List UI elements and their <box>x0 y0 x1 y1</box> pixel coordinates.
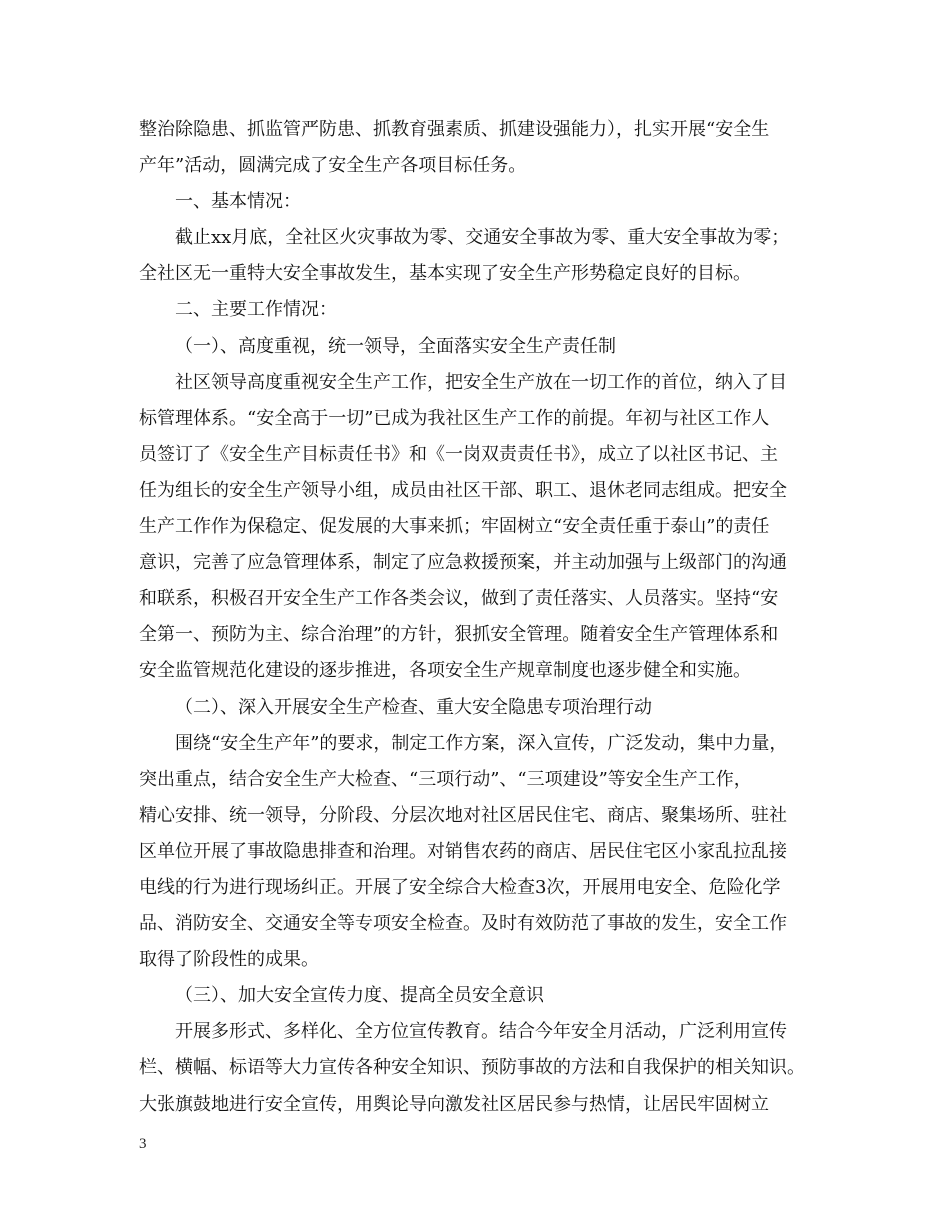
section-heading-basic: 一、基本情况： <box>175 191 301 213</box>
body-line: 精心安排、统一领导，分阶段、分层次地对社区居民住宅、商店、聚集场所、驻社 <box>139 804 787 826</box>
body-line: 任为组长的安全生产领导小组，成员由社区干部、职工、退休老同志组成。把安全 <box>139 479 787 501</box>
document-body <box>139 112 823 1123</box>
subheading-3: （三）、加大安全宣传力度、提高全员安全意识 <box>175 985 544 1007</box>
body-line: 全社区无一重特大安全事故发生，基本实现了安全生产形势稳定良好的目标。 <box>139 263 751 285</box>
subheading-2: （二）、深入开展安全生产检查、重大安全隐患专项治理行动 <box>175 696 652 718</box>
body-line: 突出重点，结合安全生产大检查、“三项行动”、“三项建设”等安全生产工作， <box>139 768 752 790</box>
body-line: 大张旗鼓地进行安全宣传，用舆论导向激发社区居民参与热情，让居民牢固树立 <box>139 1093 769 1115</box>
section-heading-main-work: 二、主要工作情况： <box>175 299 337 321</box>
body-line: 员签订了《安全生产目标责任书》和《一岗双责责任书》，成立了以社区书记、主 <box>139 443 778 465</box>
body-line: 意识，完善了应急管理体系，制定了应急救援预案，并主动加强与上级部门的沟通 <box>139 552 787 574</box>
body-line: 区单位开展了事故隐患排查和治理。对销售农药的商店、居民住宅区小家乱拉乱接 <box>139 840 787 862</box>
body-line: 社区领导高度重视安全生产工作，把安全生产放在一切工作的首位，纳入了目 <box>175 371 787 393</box>
body-line: 安全监管规范化建设的逐步推进，各项安全生产规章制度也逐步健全和实施。 <box>139 660 751 682</box>
subheading-1: （一）、高度重视，统一领导，全面落实安全生产责任制 <box>175 335 616 357</box>
body-line: 全第一、预防为主、综合治理”的方针，狠抓安全管理。随着安全生产管理体系和 <box>139 624 779 646</box>
body-line: 产年”活动，圆满完成了安全生产各项目标任务。 <box>139 155 527 177</box>
body-line: 整治除隐患、抓监管严防患、抓教育强素质、抓建设强能力），扎实开展“安全生 <box>139 119 770 140</box>
body-line: 栏、横幅、标语等大力宣传各种安全知识、预防事故的方法和自我保护的相关知识。 <box>139 1057 805 1079</box>
body-line: 生产工作作为保稳定、促发展的大事来抓；牢固树立“安全责任重于泰山”的责任 <box>139 516 770 538</box>
body-line: 开展多形式、多样化、全方位宣传教育。结合今年安全月活动，广泛利用宣传 <box>175 1021 787 1043</box>
page-number: 3 <box>139 1136 147 1152</box>
body-line: 和联系，积极召开安全生产工作各类会议，做到了责任落实、人员落实。坚持“安 <box>139 588 779 610</box>
body-line: 标管理体系。“安全高于一切”已成为我社区生产工作的前提。年初与社区工作人 <box>139 407 770 429</box>
body-line: 围绕“安全生产年”的要求，制定工作方案，深入宣传，广泛发动，集中力量， <box>175 732 788 754</box>
body-line: 电线的行为进行现场纠正。开展了安全综合大检查3次，开展用电安全、危险化学 <box>139 876 781 898</box>
body-line: 截止xx月底，全社区火灾事故为零、交通安全事故为零、重大安全事故为零； <box>175 227 790 249</box>
body-line: 取得了阶段性的成果。 <box>139 949 319 971</box>
body-line: 品、消防安全、交通安全等专项安全检查。及时有效防范了事故的发生，安全工作 <box>139 913 787 935</box>
